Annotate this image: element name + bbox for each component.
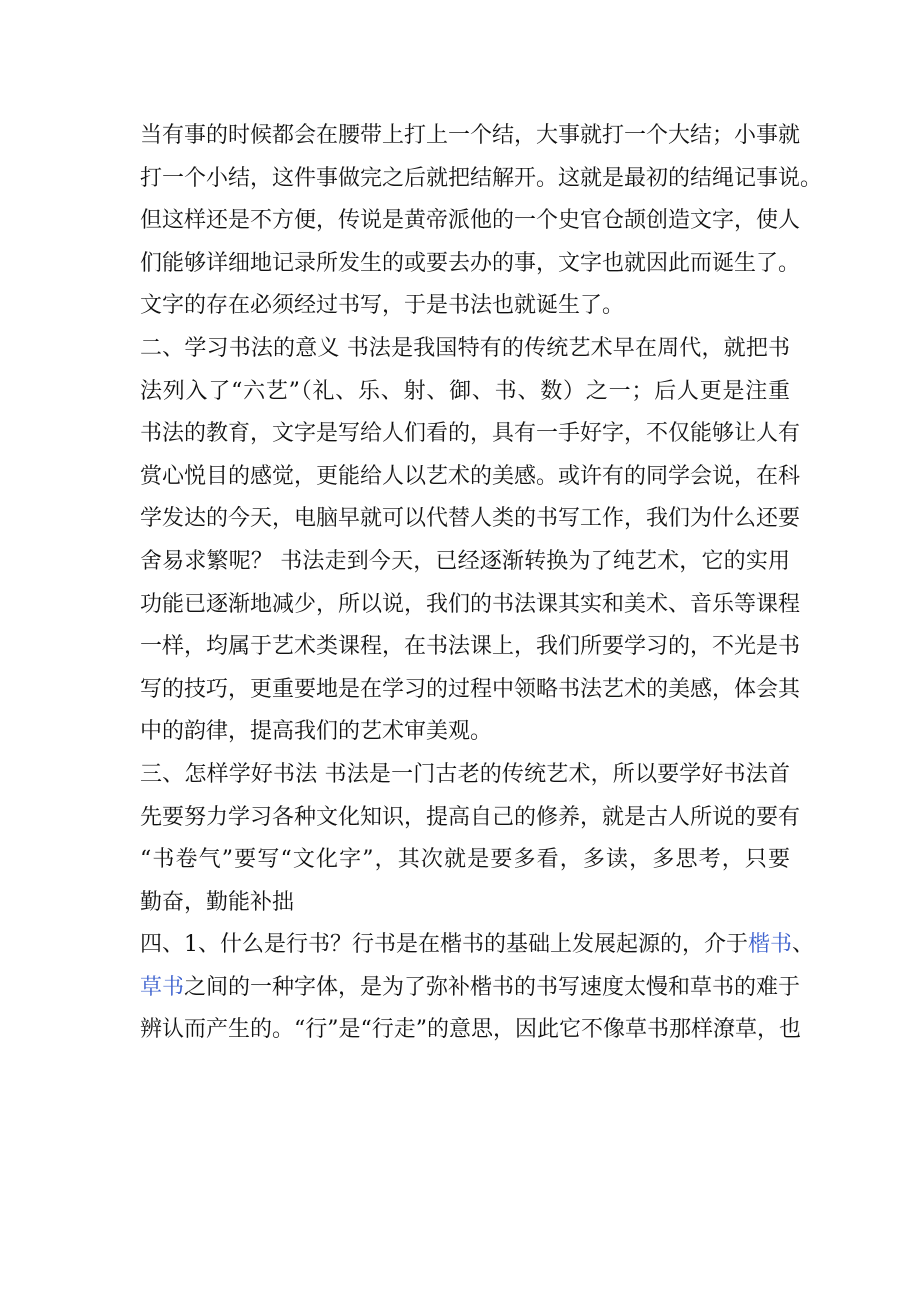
text-line: 学发达的今天，电脑早就可以代替人类的书写工作，我们为什么还要: [140, 506, 801, 532]
text-line: 二、学习书法的意义 书法是我国特有的传统艺术早在周代，就把书: [140, 335, 790, 361]
text-line: 书法的教育，文字是写给人们看的，具有一手好字，不仅能够让人有: [140, 421, 801, 447]
text-line: 们能够详细地记录所发生的或要去办的事，文字也就因此而诞生了。: [140, 250, 801, 276]
text-line: 先要努力学习各种文化知识，提高自己的修养，就是古人所说的要有: [140, 804, 801, 830]
text-line: 写的技巧，更重要地是在学习的过程中领略书法艺术的美感，体会其: [140, 676, 801, 702]
text-line: 法列入了“六艺”（礼、乐、射、御、书、数）之一；后人更是注重: [140, 378, 790, 404]
text-line: 一样，均属于艺术类课程，在书法课上，我们所要学习的，不光是书: [140, 634, 801, 660]
text-segment: 之间的一种字体，是为了弥补楷书的书写速度太慢和草书的难于: [184, 974, 801, 1000]
text-line: 文字的存在必须经过书写，于是书法也就诞生了。: [140, 293, 625, 319]
text-line-22: 辨认而产生的。“行”是“行走”的意思，因此它不像草书那样潦草，也: [140, 1017, 801, 1043]
text-line: 中的韵律，提高我们的艺术审美观。: [140, 719, 493, 745]
text-line: 当有事的时候都会在腰带上打上一个结，大事就打一个大结；小事就: [140, 123, 801, 148]
text-line: 赏心悦目的感觉，更能给人以艺术的美感。或许有的同学会说，在科: [140, 463, 801, 489]
text-line: 功能已逐渐地减少，所以说，我们的书法课其实和美术、音乐等课程: [140, 591, 801, 617]
text-line: 三、怎样学好书法 书法是一门古老的传统艺术，所以要学好书法首: [140, 761, 790, 787]
text-line: 打一个小结，这件事做完之后就把结解开。这就是最初的结绳记事说。: [140, 165, 823, 191]
text-segment: 四、1、什么是行书？行书是在楷书的基础上发展起源的，介于: [140, 932, 748, 958]
link-kaishu[interactable]: 楷书: [748, 932, 793, 958]
text-line-21: [140, 967, 801, 1010]
text-line-20: [140, 924, 815, 967]
text-segment: 、: [792, 932, 815, 958]
link-caoshu[interactable]: 草书: [140, 974, 185, 1000]
document-body: [140, 115, 823, 1052]
text-line: 舍易求繁呢？ 书法走到今天，已经逐渐转换为了纯艺术，它的实用: [140, 548, 790, 574]
text-line: 但这样还是不方便，传说是黄帝派他的一个史官仓颉创造文字，使人: [140, 208, 801, 234]
paragraph-lines: [140, 115, 823, 924]
text-line: 勤奋，勤能补拙: [140, 889, 295, 915]
text-line: “书卷气”要写“文化字”，其次就是要多看，多读，多思考，只要: [140, 847, 790, 873]
